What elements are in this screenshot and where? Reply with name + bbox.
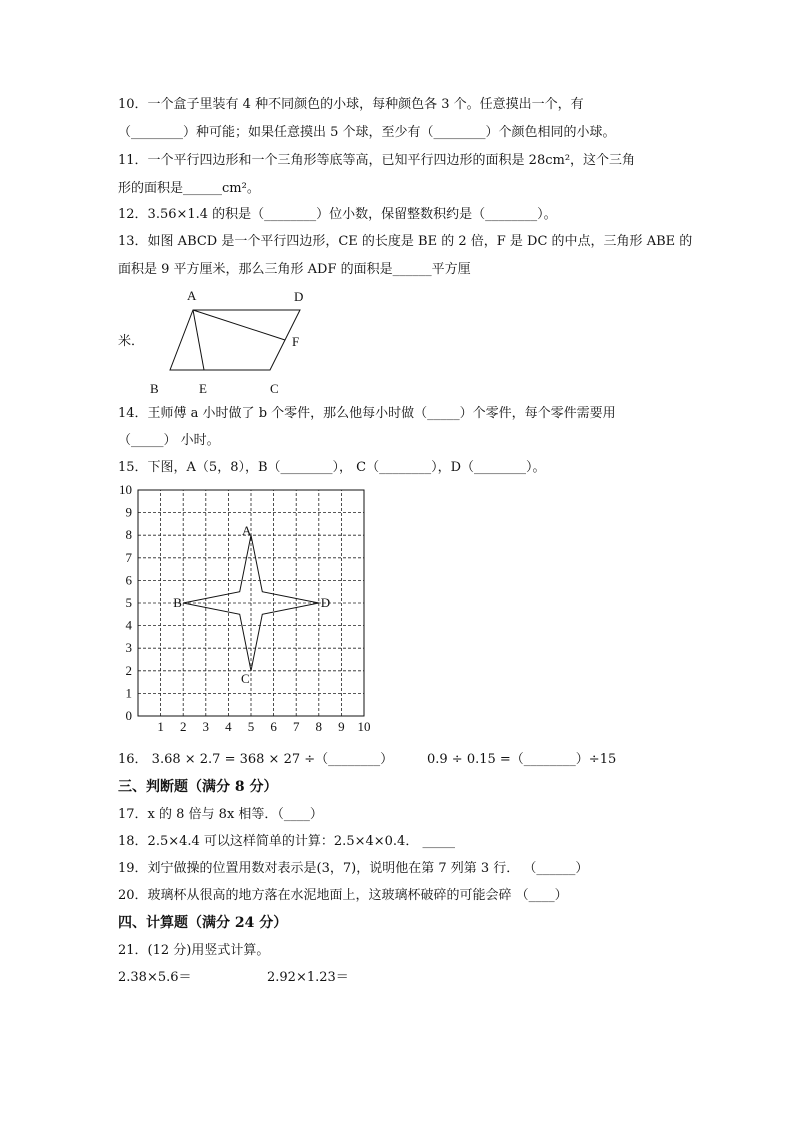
segment-af — [193, 310, 285, 340]
point-label-c: C — [241, 670, 250, 686]
y-tick-label: 5 — [125, 595, 132, 610]
y-tick-label: 4 — [125, 617, 132, 633]
x-tick-label: 3 — [202, 719, 210, 734]
q16-part1: 16． 3.68 × 2.7 = 368 × 27 ÷（________） — [118, 752, 394, 767]
segment-ae — [193, 310, 204, 370]
label-point-a: A — [187, 288, 197, 303]
q21-text: 21．(12 分)用竖式计算。 — [118, 943, 270, 958]
label-point-f: F — [292, 334, 300, 349]
label-point-c: C — [270, 381, 279, 396]
q16-part2: 0.9 ÷ 0.15 =（________）÷15 — [427, 752, 617, 767]
q18-text: 18．2.5×4.4 可以这样简单的计算：2.5×4×0.4． _____ — [118, 834, 455, 849]
q12-text: 12．3.56×1.4 的积是（________）位小数，保留整数积约是（________）。 — [118, 207, 557, 222]
x-tick-label: 9 — [338, 719, 345, 734]
q11-line1: 11．一个平行四边形和一个三角形等底等高，已知平行四边形的面积是 28cm²，这个三角 — [118, 153, 636, 168]
y-tick-label: 6 — [125, 572, 132, 588]
x-tick-label: 1 — [157, 719, 164, 734]
q21-calc2: 2.92×1.23＝ — [267, 970, 349, 985]
x-tick-label: 2 — [179, 719, 187, 734]
point-label-b: B — [173, 595, 182, 610]
q11-line2: 形的面积是______cm²。 — [118, 181, 260, 196]
q20-text: 20．玻璃杯从很高的地方落在水泥地面上，这玻璃杯破碎的可能会碎 （____） — [118, 888, 568, 903]
y-tick-label: 1 — [125, 685, 132, 701]
point-label-a: A — [242, 523, 252, 539]
x-tick-label: 10 — [357, 719, 371, 734]
q10-line1: 10．一个盒子里装有 4 种不同颜色的小球，每种颜色各 3 个。任意摸出一个，有 — [118, 97, 584, 112]
q19-text: 19．刘宁做操的位置用数对表示是(3，7)，说明他在第 7 列第 3 行． （______） — [118, 861, 589, 876]
label-point-b: B — [150, 381, 159, 396]
y-tick-label: 10 — [119, 484, 132, 497]
x-tick-label: 8 — [315, 719, 323, 734]
q13-line2: 面积是 9 平方厘米，那么三角形 ADF 的面积是______平方厘 — [118, 262, 471, 277]
point-label-d: D — [320, 595, 331, 610]
y-tick-label: 3 — [125, 640, 132, 656]
parallelogram-abcd — [170, 310, 300, 370]
y-tick-label: 8 — [125, 527, 132, 543]
y-tick-label: 9 — [125, 504, 132, 520]
q14-line2: （_____） 小时。 — [118, 433, 220, 448]
q14-line1: 14．王师傅 a 小时做了 b 个零件，那么他每小时做（_____）个零件，每个零件需要用 — [118, 406, 616, 421]
x-tick-label: 6 — [270, 719, 277, 734]
x-tick-label: 7 — [292, 719, 300, 734]
section-calc-title: 四、计算题（满分 24 分） — [118, 915, 288, 931]
q13-line1: 13．如图 ABCD 是一个平行四边形，CE 的长度是 BE 的 2 倍，F 是 DC 的中点，三角形 ABE 的 — [118, 234, 693, 249]
q15-text: 15．下图，A（5，8），B（________）， C（________），D（________）。 — [118, 460, 546, 475]
x-tick-label: 4 — [225, 719, 232, 734]
coordinate-grid-figure — [118, 484, 378, 740]
label-point-e: E — [199, 381, 207, 396]
q13-line3: 米． — [118, 334, 145, 349]
x-tick-label: 5 — [247, 719, 255, 734]
label-point-d: D — [294, 289, 304, 304]
q10-line2: （________）种可能；如果任意摸出 5 个球，至少有（________）个颜色相同的小球。 — [118, 125, 616, 140]
section-judge-title: 三、判断题（满分 8 分） — [118, 779, 278, 795]
y-tick-label: 0 — [125, 708, 132, 723]
y-tick-label: 7 — [125, 549, 132, 565]
q17-text: 17．x 的 8 倍与 8x 相等．（____） — [118, 807, 323, 822]
q21-calc1: 2.38×5.6＝ — [118, 970, 192, 985]
y-tick-label: 2 — [125, 662, 132, 678]
